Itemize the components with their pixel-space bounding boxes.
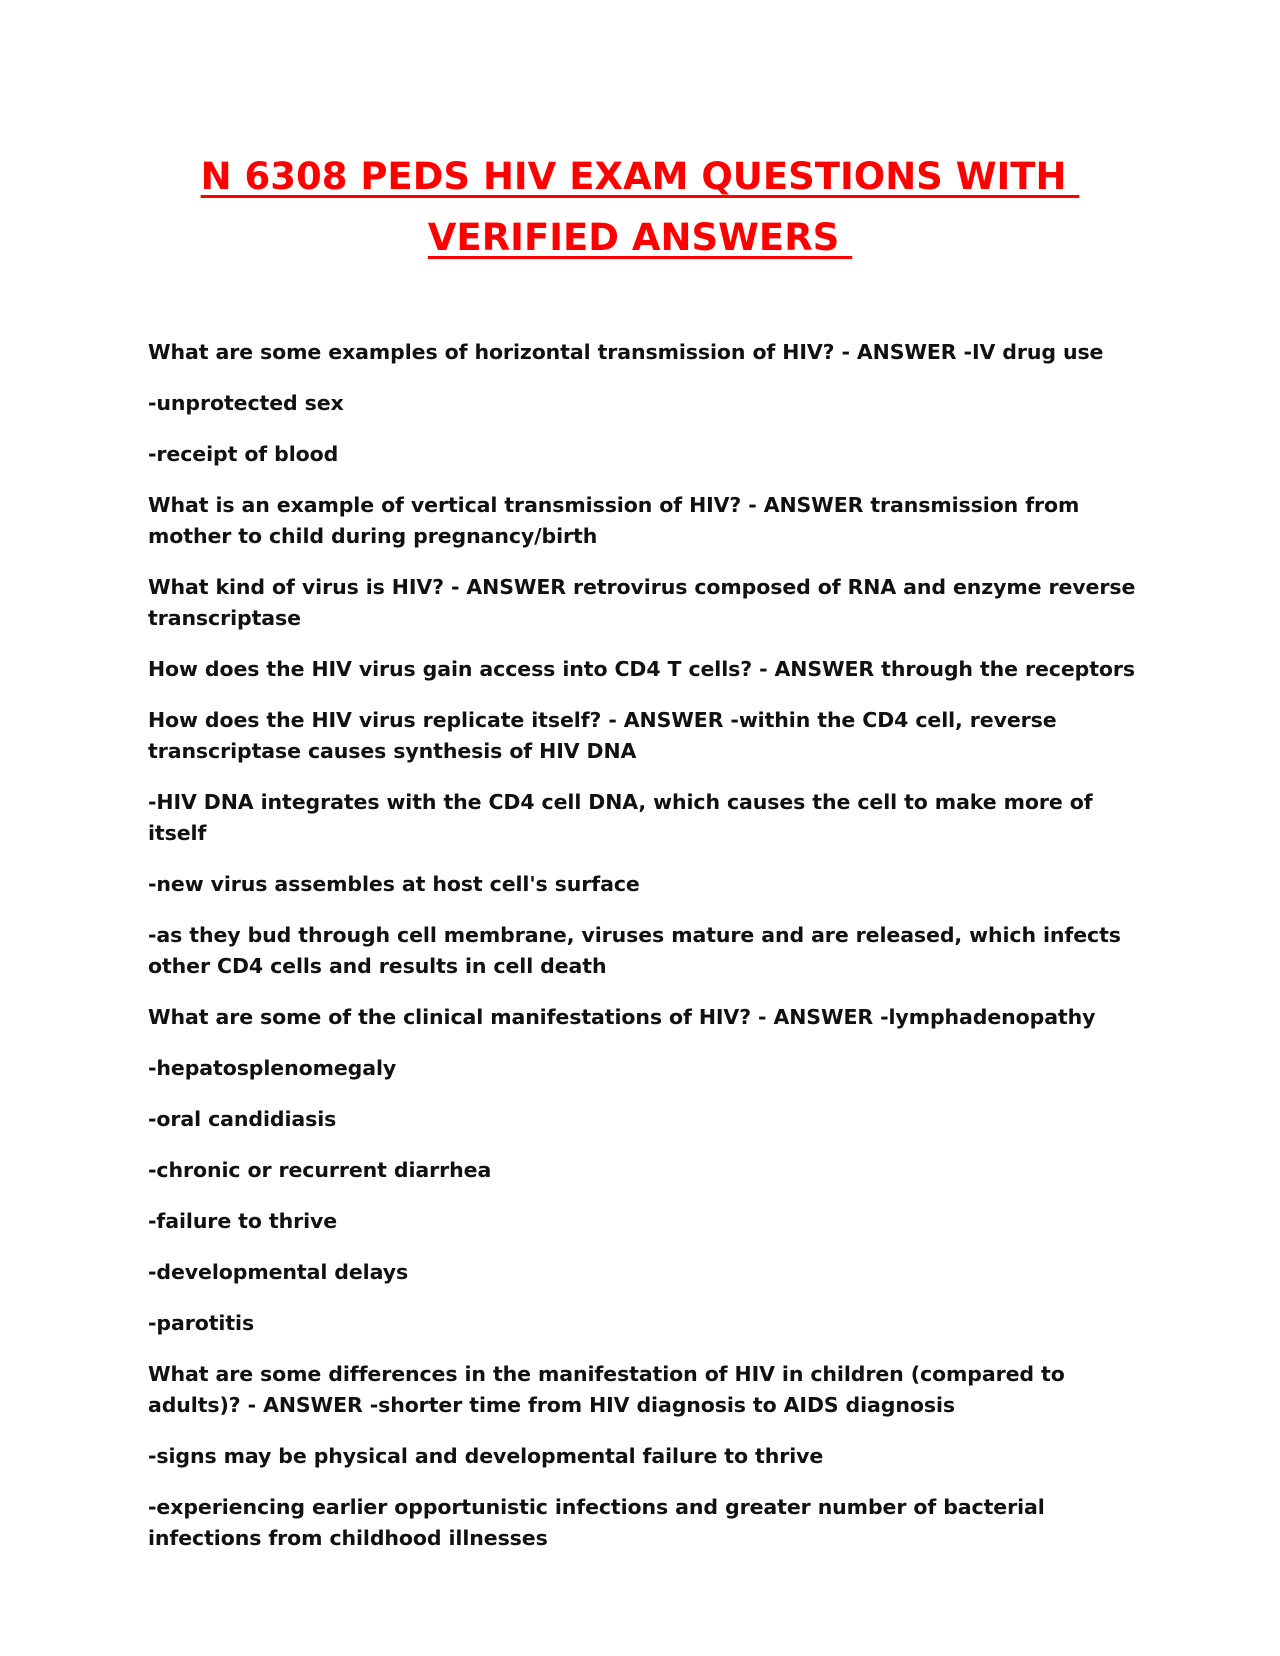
paragraph: -failure to thrive xyxy=(148,1209,338,1233)
title-line-2: VERIFIED ANSWERS xyxy=(427,216,853,259)
paragraph: -experiencing earlier opportunistic infections and greater number of bacterial infections from childhood illnesses xyxy=(148,1495,1045,1550)
paragraph: What kind of virus is HIV? - ANSWER retrovirus composed of RNA and enzyme reverse transcriptase xyxy=(148,575,1136,630)
paragraph: -unprotected sex xyxy=(148,391,344,415)
paragraph: What are some of the clinical manifestations of HIV? - ANSWER -lymphadenopathy xyxy=(148,1005,1096,1029)
document-body xyxy=(148,337,1148,1574)
paragraph: -chronic or recurrent diarrhea xyxy=(148,1158,492,1182)
paragraph: -receipt of blood xyxy=(148,442,339,466)
document-title xyxy=(0,146,1280,268)
paragraph: -parotitis xyxy=(148,1311,255,1335)
paragraph: -new virus assembles at host cell's surface xyxy=(148,872,640,896)
paragraph: -as they bud through cell membrane, viruses mature and are released, which infects other CD4 cells and results in cell death xyxy=(148,923,1121,978)
paragraph: -hepatosplenomegaly xyxy=(148,1056,397,1080)
paragraph: What are some differences in the manifestation of HIV in children (compared to adults)? - ANSWER -shorter time from HIV diagnosis to AIDS diagnosis xyxy=(148,1362,1065,1417)
paragraph: How does the HIV virus gain access into CD4 T cells? - ANSWER through the receptors xyxy=(148,657,1136,681)
title-line-1: N 6308 PEDS HIV EXAM QUESTIONS WITH xyxy=(200,155,1080,198)
paragraph: -developmental delays xyxy=(148,1260,409,1284)
paragraph: -signs may be physical and developmental failure to thrive xyxy=(148,1444,824,1468)
paragraph: -HIV DNA integrates with the CD4 cell DNA, which causes the cell to make more of itself xyxy=(148,790,1093,845)
paragraph: What are some examples of horizontal transmission of HIV? - ANSWER -IV drug use xyxy=(148,340,1104,364)
paragraph: -oral candidiasis xyxy=(148,1107,337,1131)
paragraph: What is an example of vertical transmission of HIV? - ANSWER transmission from mother to child during pregnancy/birth xyxy=(148,493,1080,548)
paragraph: How does the HIV virus replicate itself? - ANSWER -within the CD4 cell, reverse transcriptase causes synthesis of HIV DNA xyxy=(148,708,1057,763)
